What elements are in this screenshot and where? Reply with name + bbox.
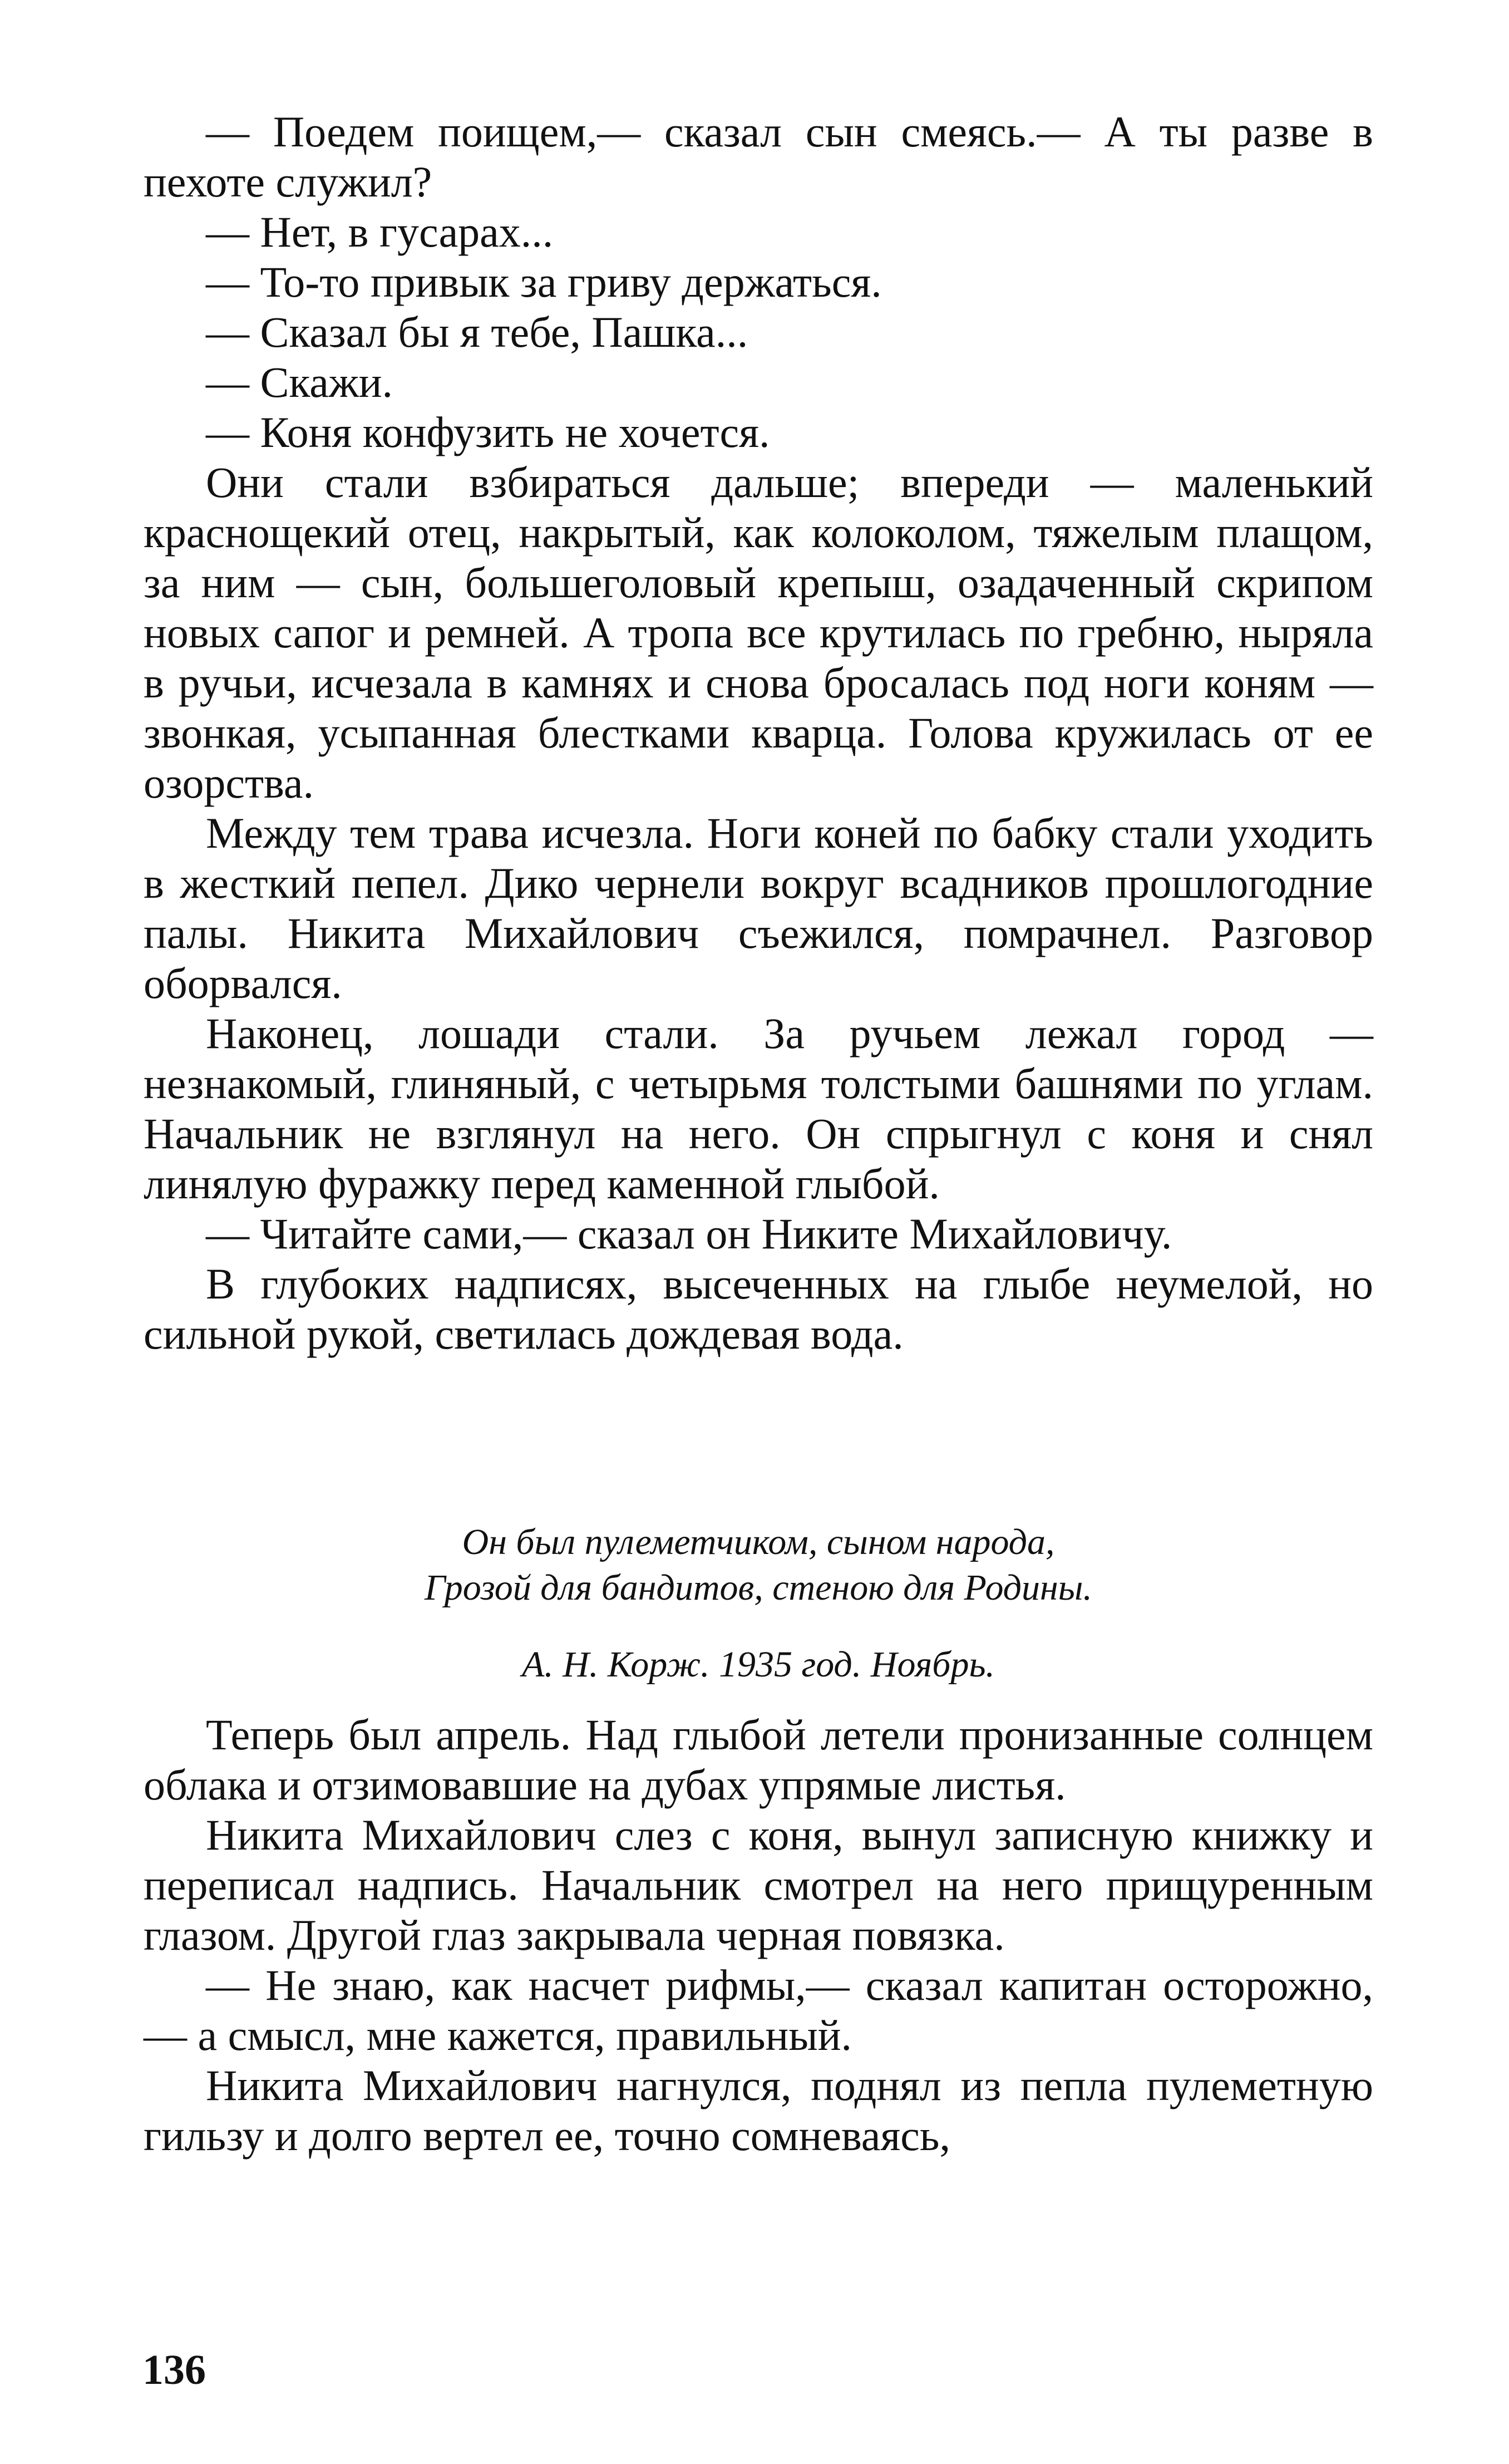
text-block-bottom [144,1710,1373,2161]
dialogue-line: — Нет, в гусарах... [206,208,554,256]
dialogue-line: — Поедем поищем,— сказал сын смеясь.— А ты разве в пехоте служил? [144,107,1373,206]
poem-line: Он был пулеметчиком, сыном народа, [462,1522,1055,1562]
paragraph: Между тем трава исчезла. Ноги коней по бабку стали уходить в жесткий пепел. Дико чернели вокруг всадников прошлогодние палы. Никита Михайлович съежился, помрачнел. Разговор оборвался. [144,809,1373,1007]
poem-line: Грозой для бандитов, стеною для Родины. [425,1567,1092,1608]
paragraph: В глубоких надписях, высеченных на глыбе неумелой, но сильной рукой, светилась дождевая вода. [144,1260,1373,1358]
page-number: 136 [142,2347,206,2393]
paragraph: Теперь был апрель. Над глыбой летели пронизанные солнцем облака и отзимовавшие на дубах упрямые листья. [144,1710,1373,1809]
dialogue-line: — Сказал бы я тебе, Пашка... [206,308,748,356]
paragraph: Наконец, лошади стали. За ручьем лежал город — незнакомый, глиняный, с четырьмя толстыми башнями по углам. Начальник не взглянул на него. Он спрыгнул с коня и снял линялую фуражку перед каменной глыбой. [144,1009,1373,1208]
paragraph: — Читайте сами,— сказал он Никите Михайловичу. [206,1209,1172,1258]
paragraph: Никита Михайлович слез с коня, вынул записную книжку и переписал надпись. Начальник смотрел на него прищуренным глазом. Другой глаз закрывала черная повязка. [144,1811,1373,1959]
text-block-top [144,107,1373,1359]
inscription-poem [144,1519,1373,1688]
dialogue-line: — Не знаю, как насчет рифмы,— сказал капитан осторожно,— а смысл, мне кажется, правильный. [144,1961,1373,2059]
paragraph: Они стали взбираться дальше; впереди — маленький краснощекий отец, накрытый, как колоколом, тяжелым плащом, за ним — сын, большеголовый крепыш, озадаченный скрипом новых сапог и ремней. А тропа все крутилась по гребню, ныряла в ручьи, исчезала в камнях и снова бросалась под ноги коням — звонкая, усыпанная блестками кварца. Голова кружилась от ее озорства. [144,458,1373,807]
poem-signature: А. Н. Корж. 1935 год. Ноябрь. [521,1644,995,1685]
paragraph: Никита Михайлович нагнулся, поднял из пепла пулеметную гильзу и долго вертел ее, точно сомневаясь, [144,2061,1373,2160]
dialogue-line: — Коня конфузить не хочется. [206,408,770,456]
dialogue-line: — То-то привык за гриву держаться. [206,258,882,306]
dialogue-line: — Скажи. [206,358,393,406]
